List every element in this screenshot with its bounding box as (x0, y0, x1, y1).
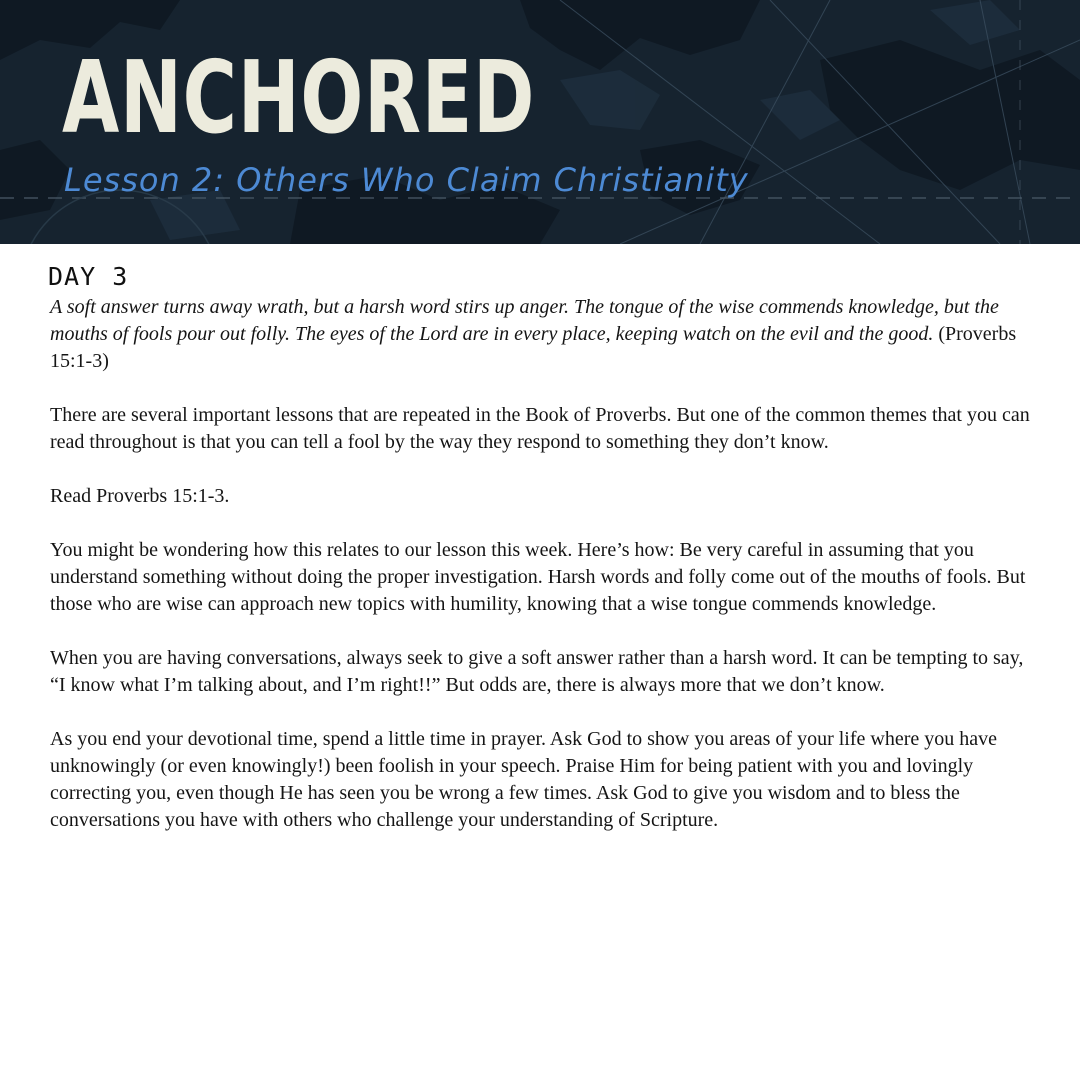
lesson-subtitle: Lesson 2: Others Who Claim Christianity (64, 161, 749, 199)
devotional-content (50, 262, 1030, 834)
scripture-text: A soft answer turns away wrath, but a harsh word stirs up anger. The tongue of the wise commends knowledge, but the mouths of fools pour out folly. The eyes of the Lord are in every place, keeping watch on the evil and the good. (50, 296, 999, 345)
header-banner (0, 0, 1080, 244)
body-paragraph: Read Proverbs 15:1-3. (50, 485, 230, 507)
body-paragraph: You might be wondering how this relates to our lesson this week. Here’s how: Be very careful in assuming that you understand something without doing the proper investigation. Harsh words and folly come out of the mouths of fools. But those who are wise can approach new topics with humility, knowing that a wise tongue commends knowledge. (50, 539, 1026, 615)
body-paragraph: There are several important lessons that are repeated in the Book of Proverbs. But one of the common themes that you can read throughout is that you can tell a fool by the way they respond to something they don’t know. (50, 404, 1030, 453)
body-paragraph: As you end your devotional time, spend a little time in prayer. Ask God to show you areas of your life where you have unknowingly (or even knowingly!) been foolish in your speech. Praise Him for being patient with you and lovingly correcting you, even though He has seen you be wrong a few times. Ask God to give you wisdom and to bless the conversations you have with others who challenge your understanding of Scripture. (50, 728, 998, 831)
scripture-passage (50, 294, 1030, 375)
day-label: DAY 3 (48, 262, 129, 291)
body-paragraph: When you are having conversations, always seek to give a soft answer rather than a harsh word. It can be tempting to say, “I know what I’m talking about, and I’m right!!” But odds are, there is always more that we don’t know. (50, 647, 1024, 696)
scripture-reference: (Proverbs 15:1-3) (50, 323, 1017, 372)
brand-title: ANCHORED (62, 39, 536, 156)
